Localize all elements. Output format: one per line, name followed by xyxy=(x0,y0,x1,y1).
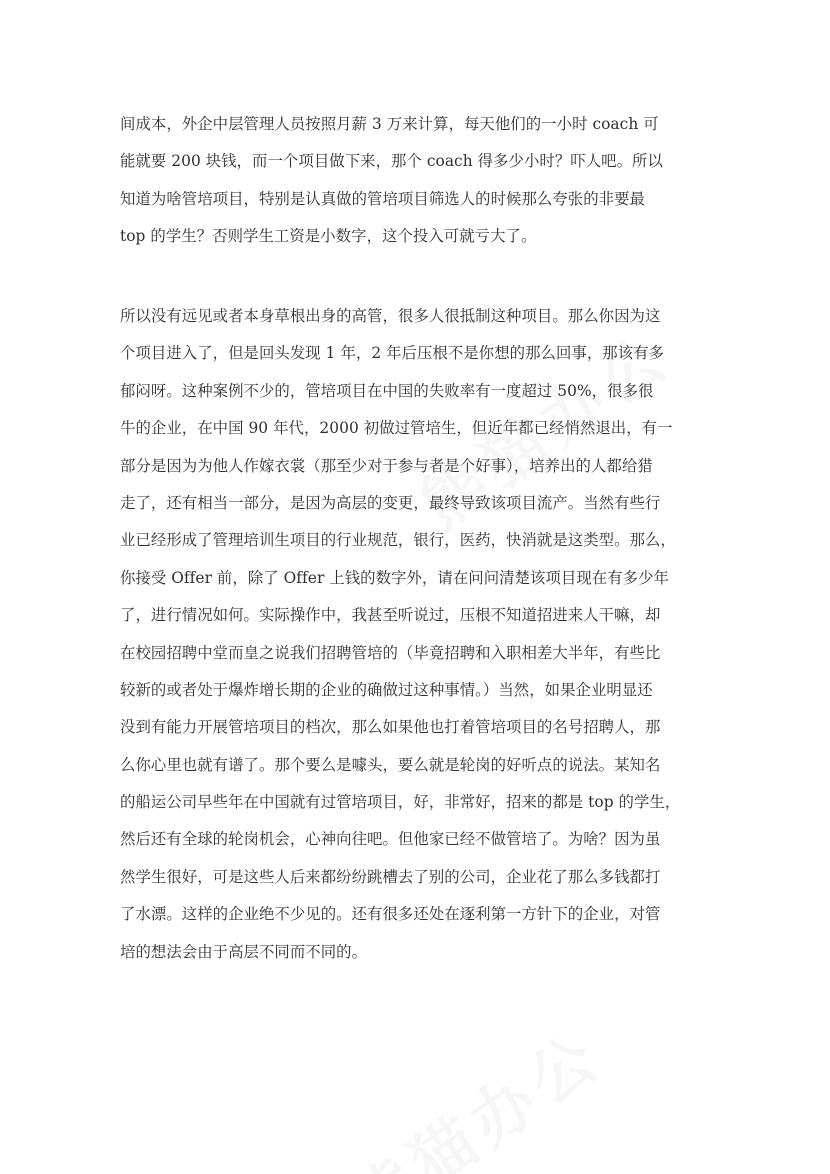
text-line: 的船运公司早些年在中国就有过管培项目，好，非常好，招来的都是 top 的学生， xyxy=(120,793,681,812)
text-line: 业已经形成了管理培训生项目的行业规范，银行，医药，快消就是这类型。那么， xyxy=(120,531,676,550)
text-line: 能就要 200 块钱，而一个项目做下来，那个 coach 得多少小时？吓人吧。所以 xyxy=(120,152,663,171)
text-line: 然学生很好，可是这些人后来都纷纷跳槽去了别的公司，企业花了那么多钱都打 xyxy=(120,867,661,886)
text-line: 间成本，外企中层管理人员按照月薪 3 万来计算，每天他们的一小时 coach 可 xyxy=(120,115,659,133)
text-line: 牛的企业，在中国 90 年代，2000 初做过管培生，但近年都已经悄然退出，有一 xyxy=(120,419,673,438)
text-line: 较新的或者处于爆炸增长期的企业的确做过这种事情。）当然，如果企业明显还 xyxy=(120,680,653,699)
text-line: 了水漂。这样的企业绝不少见的。还有很多还处在逐利第一方针下的企业，对管 xyxy=(120,905,661,924)
text-line: 郁闷呀。这种案例不少的，管培项目在中国的失败率有一度超过 50%，很多很 xyxy=(120,381,654,400)
text-line: 知道为啥管培项目，特别是认真做的管培项目筛选人的时候那么夸张的非要最 xyxy=(120,189,645,208)
text-line: 培的想法会由于高层不同而不同的。 xyxy=(120,942,368,961)
text-line: 么你心里也就有谱了。那个要么是噱头，要么就是轮岗的好听点的说法。某知名 xyxy=(120,755,661,774)
text-line: 走了，还有相当一部分，是因为高层的变更，最终导致该项目流产。当然有些行 xyxy=(120,493,661,512)
text-line: 没到有能力开展管培项目的档次，那么如果他也打着管培项目的名号招聘人，那 xyxy=(120,718,661,737)
paragraph-1 xyxy=(120,106,715,256)
text-line: 你接受 Offer 前，除了 Offer 上钱的数字外，请在问问清楚该项目现在有多少年 xyxy=(120,568,669,587)
text-line: 然后还有全球的轮岗机会，心神向往吧。但他家已经不做管培了。为啥？因为虽 xyxy=(120,830,661,849)
text-line: top 的学生？否则学生工资是小数字，这个投入可就亏大了。 xyxy=(120,227,537,246)
paragraph-2 xyxy=(120,298,715,971)
text-line: 在校园招聘中堂而皇之说我们招聘管培的（毕竟招聘和入职相差大半年，有些比 xyxy=(120,643,661,662)
text-line: 所以没有远见或者本身草根出身的高管，很多人很抵制这种项目。那么你因为这 xyxy=(120,307,661,325)
watermark-logo xyxy=(330,1006,619,1174)
text-line: 了，进行情况如何。实际操作中，我甚至听说过，压根不知道招进来人干嘛，却 xyxy=(120,606,661,625)
text-line: 个项目进入了，但是回头发现 1 年，2 年后压根不是你想的那么回事，那该有多 xyxy=(120,344,665,363)
text-line: 部分是因为为他人作嫁衣裳（那至少对于参与者是个好事），培养出的人都给猎 xyxy=(120,456,653,475)
